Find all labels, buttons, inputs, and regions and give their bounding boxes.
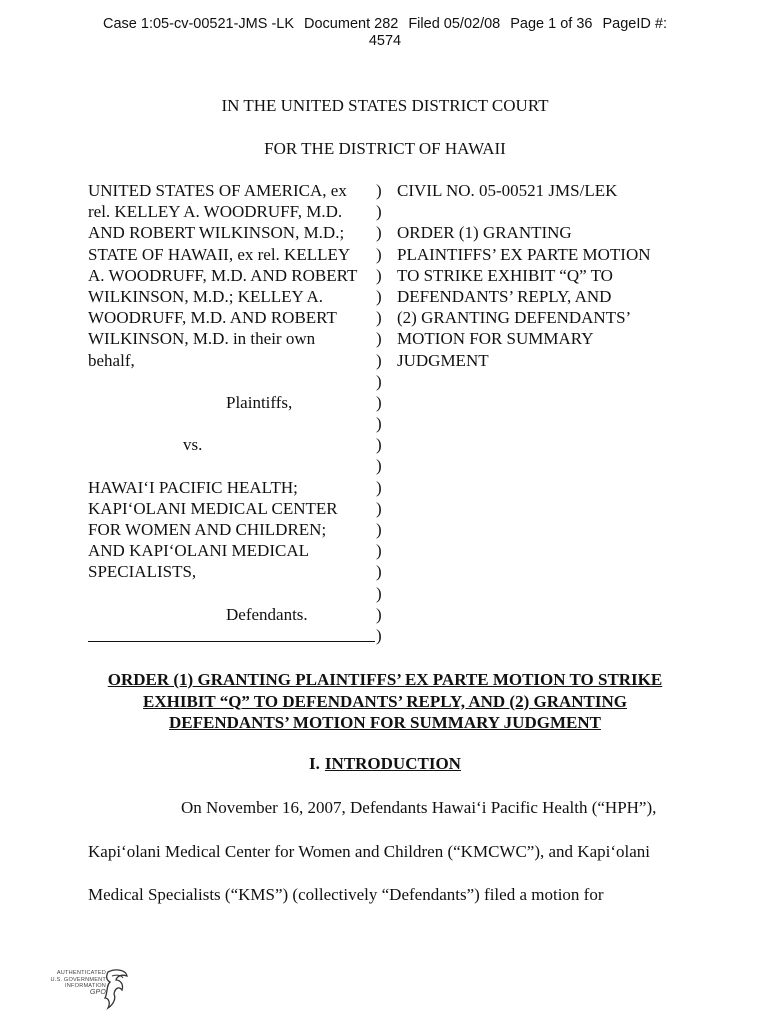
caption-paren: ) <box>376 604 382 624</box>
section-heading <box>0 754 770 774</box>
caption-case-info-line: CIVIL NO. 05-00521 JMS/LEK <box>397 181 618 200</box>
filed-date: Filed 05/02/08 <box>408 16 501 32</box>
caption-case-info-line: PLAINTIFFS’ EX PARTE MOTION <box>397 244 651 264</box>
pageid-number: 4574 <box>368 33 402 49</box>
body-line: Medical Specialists (“KMS”) (collectively “Defendants”) filed a motion for <box>88 885 604 904</box>
caption-party-line: SPECIALISTS, <box>88 562 197 582</box>
caption-paren: ) <box>376 329 382 349</box>
caption-paren: ) <box>376 498 382 518</box>
gpo-logo-text: AUTHENTICATED U.S. GOVERNMENT INFORMATION GPO <box>50 970 106 996</box>
caption-paren: ) <box>376 435 382 455</box>
caption-case-info-line: MOTION FOR SUMMARY <box>397 329 594 349</box>
caption-paren: ) <box>376 583 382 603</box>
caption-party-line: KAPI‘OLANI MEDICAL CENTER <box>88 498 338 518</box>
caption-paren: ) <box>376 456 382 476</box>
order-title-line1: ORDER (1) GRANTING PLAINTIFFS’ EX PARTE MOTION TO STRIKE <box>107 670 663 689</box>
caption-party-line: behalf, <box>88 350 135 370</box>
caption-party-line: A. WOODRUFF, M.D. AND ROBERT <box>88 265 358 285</box>
caption-case-info-line: JUDGMENT <box>397 350 489 370</box>
pageid-label: PageID #: <box>602 16 667 32</box>
caption-case-info-line: DEFENDANTS’ REPLY, AND <box>397 286 612 306</box>
section-number: I. <box>309 754 320 773</box>
caption-paren: ) <box>376 202 382 222</box>
order-title <box>0 669 770 734</box>
caption-party-line: rel. KELLEY A. WOODRUFF, M.D. <box>88 202 343 222</box>
caption-case-info-line: TO STRIKE EXHIBIT “Q” TO <box>397 265 613 285</box>
caption-case-info <box>397 180 687 371</box>
caption-paren: ) <box>376 181 382 200</box>
caption-paren: ) <box>376 308 382 328</box>
caption-paren: ) <box>376 541 382 561</box>
caption-underline <box>88 625 375 642</box>
caption-party-line <box>88 625 378 646</box>
caption-paren: ) <box>376 625 382 645</box>
document-number: Document 282 <box>304 16 399 32</box>
caption-party-line: UNITED STATES OF AMERICA, ex <box>88 181 347 200</box>
caption-paren: ) <box>376 244 382 264</box>
section-title: INTRODUCTION <box>324 754 461 773</box>
court-name: IN THE UNITED STATES DISTRICT COURT <box>221 96 549 115</box>
ecf-header-line1 <box>0 16 770 33</box>
caption-party-line: vs. <box>183 435 203 455</box>
caption-party-line <box>88 455 378 476</box>
body-line: Kapi‘olani Medical Center for Women and Children (“KMCWC”), and Kapi‘olani <box>88 842 650 861</box>
caption-paren: ) <box>376 392 382 412</box>
caption-party-line <box>88 413 378 434</box>
court-district: FOR THE DISTRICT OF HAWAII <box>264 139 506 158</box>
ecf-header <box>0 16 770 50</box>
caption-paren: ) <box>376 520 382 539</box>
caption-party-line: Plaintiffs, <box>226 392 293 412</box>
caption-paren: ) <box>376 265 382 285</box>
caption-parties <box>88 180 378 646</box>
caption-paren: ) <box>376 350 382 370</box>
caption-party-line: AND KAPI‘OLANI MEDICAL <box>88 541 309 561</box>
order-title-line3: DEFENDANTS’ MOTION FOR SUMMARY JUDGMENT <box>169 713 601 732</box>
caption-case-info-line: (2) GRANTING DEFENDANTS’ <box>397 308 632 328</box>
page-indicator: Page 1 of 36 <box>510 16 593 32</box>
caption-party-line <box>88 583 378 604</box>
caption-party-line: WILKINSON, M.D. in their own <box>88 329 316 349</box>
caption-party-line: Defendants. <box>226 604 308 624</box>
gpo-authentication-logo <box>32 968 132 1016</box>
order-title-line2: EXHIBIT “Q” TO DEFENDANTS’ REPLY, AND (2) GRANTING <box>143 691 627 711</box>
eagle-icon <box>102 968 130 1014</box>
caption-party-line: WOODRUFF, M.D. AND ROBERT <box>88 308 337 328</box>
caption-paren: ) <box>376 223 382 243</box>
caption-case-info-line <box>397 201 687 222</box>
caption-paren: ) <box>376 477 382 497</box>
caption-party-line: WILKINSON, M.D.; KELLEY A. <box>88 286 323 306</box>
caption-parens <box>376 180 388 646</box>
caption-case-info-line: ORDER (1) GRANTING <box>397 223 572 243</box>
caption-paren: ) <box>376 286 382 306</box>
caption-paren: ) <box>376 371 382 391</box>
caption-party-line: FOR WOMEN AND CHILDREN; <box>88 520 327 539</box>
caption-paren: ) <box>376 562 382 582</box>
body-line: On November 16, 2007, Defendants Hawai‘i Pacific Health (“HPH”), <box>181 798 657 817</box>
caption-party-line: HAWAI‘I PACIFIC HEALTH; <box>88 477 298 497</box>
caption-party-line <box>88 371 378 392</box>
caption-party-line: AND ROBERT WILKINSON, M.D.; <box>88 223 345 243</box>
caption-party-line: STATE OF HAWAII, ex rel. KELLEY <box>88 244 351 264</box>
case-number: Case 1:05-cv-00521-JMS -LK <box>103 16 295 32</box>
caption-paren: ) <box>376 414 382 434</box>
